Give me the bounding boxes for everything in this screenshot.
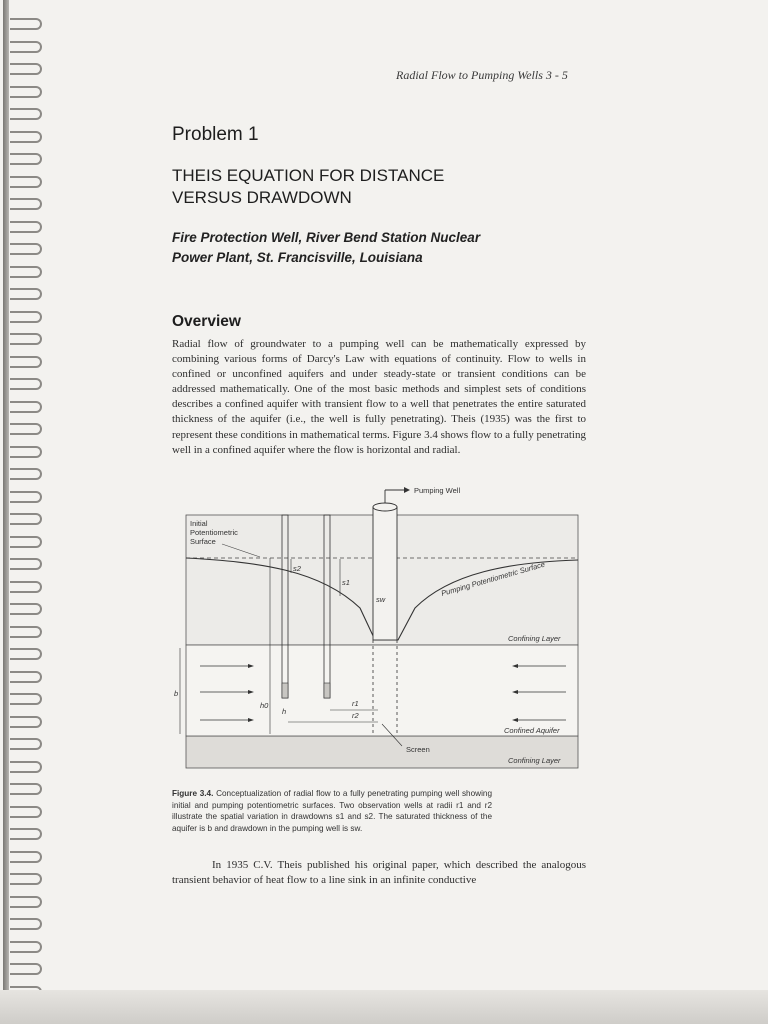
binding-ring [10, 536, 42, 548]
binding-ring [10, 131, 42, 143]
subtitle-line-1: Fire Protection Well, River Bend Station Nuclear [172, 230, 481, 245]
confining-layer-bottom-label: Confining Layer [508, 756, 561, 765]
title-line-1: THEIS EQUATION FOR DISTANCE [172, 166, 445, 185]
binding-ring [10, 18, 42, 30]
page-subtitle [172, 228, 592, 268]
binding-ring [10, 783, 42, 795]
binding-ring [10, 693, 42, 705]
second-paragraph-block [172, 858, 586, 888]
figure-caption [172, 788, 492, 834]
binding-ring [10, 963, 42, 975]
binding-ring [10, 401, 42, 413]
binding-ring [10, 266, 42, 278]
initial-surface-label-1: Initial [190, 519, 208, 528]
binding-ring [10, 581, 42, 593]
binding-ring [10, 423, 42, 435]
binding-ring [10, 626, 42, 638]
spiral-binding [0, 0, 48, 1000]
binding-ring [10, 761, 42, 773]
well-diagram-svg [170, 478, 584, 778]
binding-ring [10, 356, 42, 368]
page-bottom-edge [0, 990, 768, 1024]
binding-ring [10, 896, 42, 908]
binding-ring [10, 918, 42, 930]
overview-paragraph: Radial flow of groundwater to a pumping well can be mathematically expressed by combining various forms of Darcy's Law with equations of continuity. Flow to wells in confined or unconfined aquifers and under steady-state or transient conditions can be addressed mathematically. One of the most basic methods and simplest sets of conditions describes a confined aquifer with transient flow to a well that penetrates the entire saturated thickness of the aquifer (i.e., the well is fully penetrating). Theis (1935) was the first to represent these conditions in mathematical terms. Figure 3.4 shows flow to a fully penetrating well in a confined aquifer where the flow is horizontal and radial. [172, 338, 586, 456]
binding-ring [10, 153, 42, 165]
initial-surface-label-2: Potentiometric [190, 528, 238, 537]
pumping-well-label: Pumping Well [414, 486, 461, 495]
binding-ring [10, 288, 42, 300]
s2-label: s2 [293, 564, 301, 573]
binding-ring [10, 558, 42, 570]
binding-ring [10, 873, 42, 885]
binding-ring [10, 378, 42, 390]
binding-ring [10, 468, 42, 480]
binding-ring [10, 108, 42, 120]
second-paragraph: In 1935 C.V. Theis published his original paper, which described the analogous transient behavior of heat flow to a line sink in an infinite conductive [172, 859, 586, 887]
r1-label: r1 [352, 699, 359, 708]
binding-ring [10, 86, 42, 98]
binding-ring [10, 716, 42, 728]
binding-spine [3, 0, 9, 1000]
r2-label: r2 [352, 711, 359, 720]
title-line-2: VERSUS DRAWDOWN [172, 188, 352, 207]
binding-ring [10, 806, 42, 818]
binding-ring [10, 941, 42, 953]
section-heading: Overview [172, 313, 241, 330]
caption-text: Conceptualization of radial flow to a fully penetrating pumping well showing initial and pumping potentiometric surfaces. Two observation wells at radii r1 and r2 illustrate the spatial variation in drawdowns s1 and s2. The saturated thickness of the aquifer is b and drawdown in the pumping well is sw. [172, 789, 492, 833]
figure-diagram [170, 478, 584, 778]
pumping-well-casing [373, 507, 397, 640]
subtitle-line-2: Power Plant, St. Francisville, Louisiana [172, 250, 423, 265]
screen-label: Screen [406, 745, 430, 754]
running-head: Radial Flow to Pumping Wells 3 - 5 [396, 68, 568, 82]
binding-ring [10, 198, 42, 210]
binding-ring [10, 221, 42, 233]
binding-ring [10, 176, 42, 188]
h-label: h [282, 707, 287, 716]
binding-ring [10, 491, 42, 503]
binding-ring [10, 333, 42, 345]
h0-label: h0 [260, 701, 269, 710]
aquifer-region [186, 645, 578, 736]
s1-label: s1 [342, 578, 350, 587]
binding-ring [10, 243, 42, 255]
page-title [172, 165, 572, 209]
confining-layer-top-label: Confining Layer [508, 634, 561, 643]
pumping-surface-label: Pumping Potentiometric Surface [440, 559, 546, 598]
binding-ring [10, 513, 42, 525]
binding-ring [10, 851, 42, 863]
binding-ring [10, 738, 42, 750]
observation-well-1-screen [324, 683, 330, 698]
binding-ring [10, 603, 42, 615]
binding-ring [10, 648, 42, 660]
pumping-arrow-head [404, 487, 410, 493]
caption-label: Figure 3.4. [172, 789, 214, 798]
b-label: b [174, 689, 179, 698]
binding-ring [10, 41, 42, 53]
pumping-well-top [373, 503, 397, 511]
binding-ring [10, 828, 42, 840]
confined-aquifer-label: Confined Aquifer [504, 726, 560, 735]
observation-well-2-screen [282, 683, 288, 698]
binding-ring [10, 671, 42, 683]
binding-ring [10, 63, 42, 75]
initial-surface-label-3: Surface [190, 537, 216, 546]
sw-label: sw [376, 595, 386, 604]
binding-ring [10, 446, 42, 458]
binding-ring [10, 311, 42, 323]
problem-number: Problem 1 [172, 124, 259, 145]
